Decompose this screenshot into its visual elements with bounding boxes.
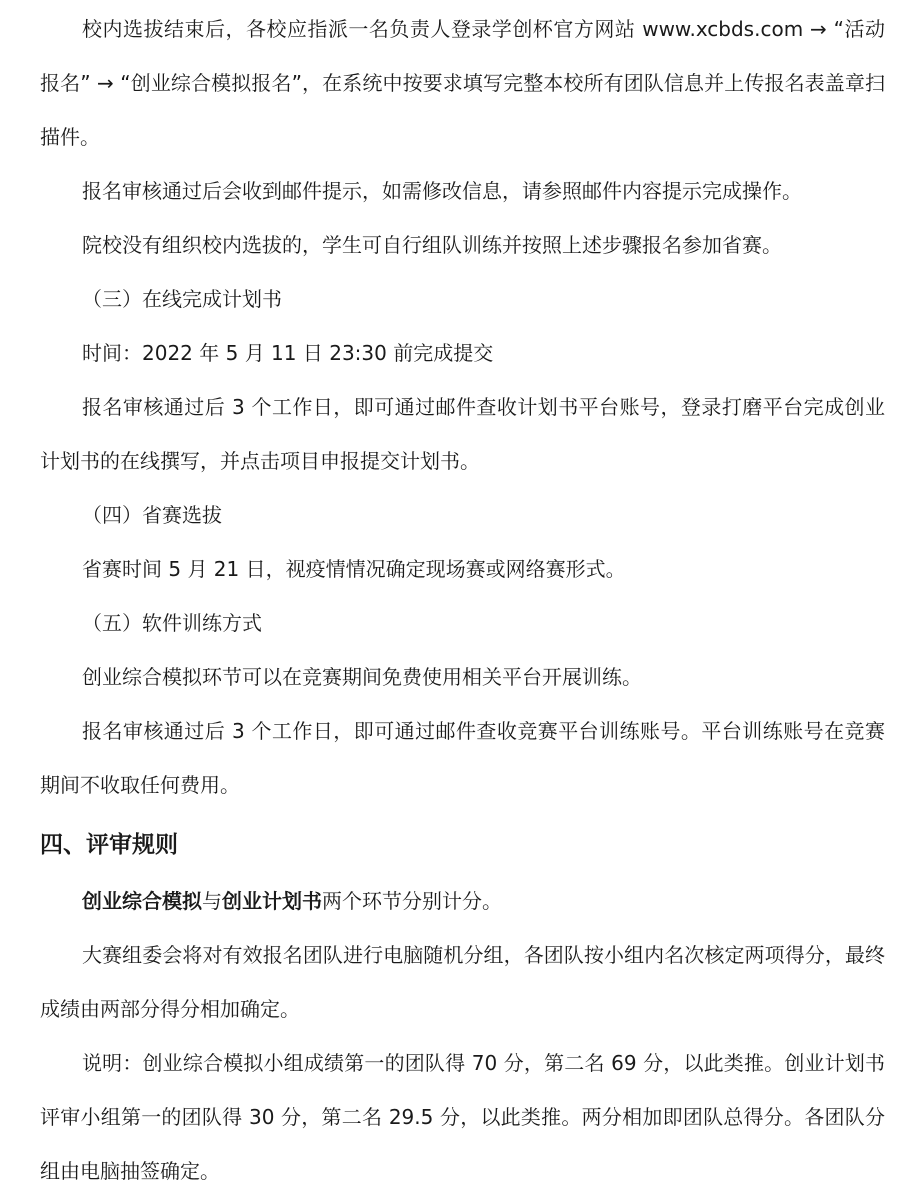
- paragraph-plan-deadline: 时间：2022 年 5 月 11 日 23:30 前完成提交: [82, 341, 494, 365]
- section-heading-review-rules: 四、评审规则: [40, 832, 178, 858]
- scoring-tail-text: 两个环节分别计分。: [322, 889, 502, 913]
- subheading-provincial: （四）省赛选拔: [82, 503, 222, 527]
- paragraph-plan-account: 报名审核通过后 3 个工作日，即可通过邮件查收计划书平台账号，登录打磨平台完成创业计划书的在线撰写，并点击项目申报提交计划书。: [40, 395, 885, 473]
- paragraph-self-organize: 院校没有组织校内选拔的，学生可自行组队训练并按照上述步骤报名参加省赛。: [82, 233, 782, 257]
- paragraph-training-free: 创业综合模拟环节可以在竞赛期间免费使用相关平台开展训练。: [82, 665, 642, 689]
- subheading-training: （五）软件训练方式: [82, 611, 262, 635]
- paragraph-registration-steps: 校内选拔结束后，各校应指派一名负责人登录学创杯官方网站 www.xcbds.com → “活动报名” → “创业综合模拟报名”，在系统中按要求填写完整本校所有团队信息并上传报名表盖章扫描件。: [40, 17, 885, 149]
- paragraph-provincial-date: 省赛时间 5 月 21 日，视疫情情况确定现场赛或网络赛形式。: [82, 557, 626, 581]
- document-page: [40, 0, 885, 1198]
- paragraph-grouping: 大赛组委会将对有效报名团队进行电脑随机分组，各团队按小组内名次核定两项得分，最终成绩由两部分得分相加确定。: [40, 943, 885, 1021]
- paragraph-review-notice: 报名审核通过后会收到邮件提示，如需修改信息，请参照邮件内容提示完成操作。: [82, 179, 802, 203]
- paragraph-score-explanation: 说明：创业综合模拟小组成绩第一的团队得 70 分，第二名 69 分，以此类推。创业计划书评审小组第一的团队得 30 分，第二名 29.5 分，以此类推。两分相加即团队总得分。各团队分组由电脑抽签确定。: [40, 1051, 885, 1183]
- bold-term-simulation: 创业综合模拟: [82, 889, 202, 913]
- bold-term-plan: 创业计划书: [222, 889, 322, 913]
- paragraph-scoring-parts: [40, 874, 885, 928]
- conjunction-text: 与: [202, 889, 222, 913]
- subheading-plan-online: （三）在线完成计划书: [82, 287, 282, 311]
- paragraph-training-account: 报名审核通过后 3 个工作日，即可通过邮件查收竞赛平台训练账号。平台训练账号在竞赛期间不收取任何费用。: [40, 719, 885, 797]
